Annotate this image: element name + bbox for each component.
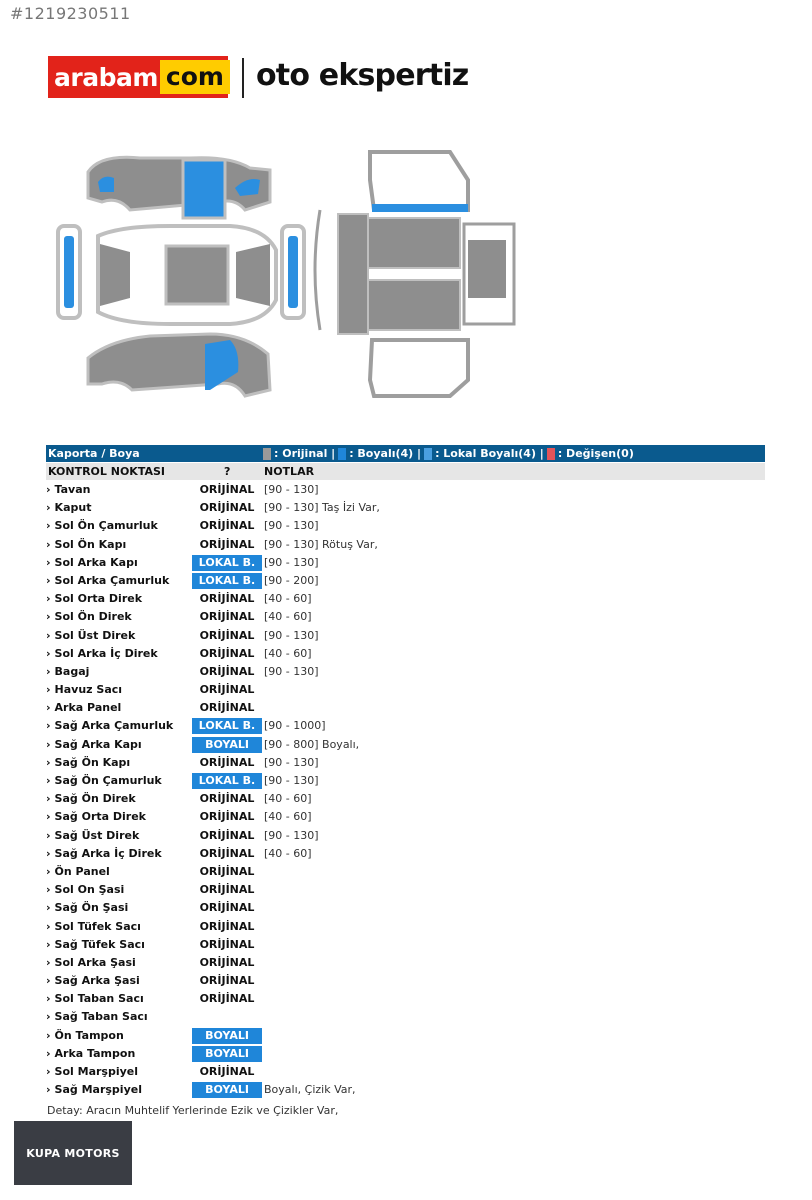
table-column-headers: [46, 463, 765, 480]
measurement-note: [90 - 130] Rötuş Var,: [264, 537, 378, 551]
status-badge: LOKAL B.: [192, 555, 262, 571]
table-row: [46, 899, 765, 917]
dealer-logo: KUPA MOTORS: [14, 1121, 132, 1185]
status-badge: ORİJİNAL: [199, 937, 255, 951]
chevron-right-icon: ›: [46, 901, 51, 915]
control-point-name: [46, 647, 158, 660]
logo-divider: [242, 58, 244, 98]
legend-painted: : Boyalı(4) |: [349, 447, 422, 460]
chevron-right-icon: ›: [46, 828, 51, 842]
control-point-label: Ön Tampon: [54, 1028, 124, 1042]
col-status: ?: [224, 465, 231, 478]
control-point-name: [46, 774, 162, 787]
status-badge: ORİJİNAL: [199, 792, 255, 806]
control-point-label: Arka Panel: [54, 701, 122, 715]
measurement-note: [90 - 130]: [264, 774, 319, 787]
measurement-note: [40 - 60]: [264, 810, 312, 824]
measurement-note: [90 - 130]: [264, 664, 319, 678]
chevron-right-icon: ›: [46, 1083, 51, 1097]
control-point-label: Sol Marşpiyel: [54, 1065, 139, 1078]
control-point-label: Sol Tüfek Sacı: [54, 919, 141, 933]
measurement-note: [40 - 60]: [264, 592, 312, 606]
control-point-name: [46, 519, 158, 532]
top-view: [98, 226, 276, 324]
control-point-name: [46, 665, 89, 678]
control-point-name: [46, 501, 91, 514]
chevron-right-icon: ›: [46, 555, 51, 569]
table-row: [46, 572, 765, 590]
control-point-label: Sağ Arka Şasi: [54, 974, 140, 988]
status-badge: ORİJİNAL: [199, 592, 255, 606]
table-row: [46, 827, 765, 845]
control-point-label: Sağ Ön Şasi: [54, 901, 129, 915]
control-point-label: Sağ Ön Kapı: [54, 755, 131, 769]
status-badge: ORİJİNAL: [199, 974, 255, 988]
control-point-label: Sağ Arka Kapı: [54, 737, 142, 751]
table-row: [46, 717, 765, 735]
control-point-label: Sağ Orta Direk: [54, 810, 146, 824]
chevron-right-icon: ›: [46, 974, 51, 988]
table-row: [46, 790, 765, 808]
col-notes: NOTLAR: [264, 465, 315, 478]
chevron-right-icon: ›: [46, 1010, 51, 1024]
table-row: [46, 808, 765, 826]
status-badge: BOYALI: [192, 1046, 262, 1062]
control-point-name: [46, 610, 132, 623]
table-row: [46, 936, 765, 954]
chevron-right-icon: ›: [46, 774, 51, 787]
listing-id: #1219230511: [10, 4, 131, 23]
chevron-right-icon: ›: [46, 1028, 51, 1042]
table-row: [46, 1027, 765, 1045]
table-row: [46, 699, 765, 717]
measurement-note: [40 - 60]: [264, 610, 312, 624]
status-badge: LOKAL B.: [192, 773, 262, 789]
table-row: [46, 954, 765, 972]
chevron-right-icon: ›: [46, 664, 51, 678]
chevron-right-icon: ›: [46, 919, 51, 933]
status-badge: ORİJİNAL: [199, 483, 255, 496]
legend-local-painted: : Lokal Boyalı(4) |: [435, 447, 544, 460]
table-row: [46, 1081, 765, 1099]
status-badge: ORİJİNAL: [199, 955, 255, 969]
measurement-note: [90 - 130] Taş İzi Var,: [264, 501, 380, 515]
chevron-right-icon: ›: [46, 610, 51, 624]
control-point-name: [46, 810, 146, 823]
measurement-note: [90 - 130]: [264, 755, 319, 769]
measurement-note: [90 - 130]: [264, 828, 319, 842]
measurement-note: [90 - 1000]: [264, 719, 326, 733]
control-point-name: [46, 1029, 124, 1042]
control-point-name: [46, 1083, 142, 1096]
legend-swatch-original: [263, 448, 271, 460]
control-point-name: [46, 592, 142, 605]
status-badge: ORİJİNAL: [199, 810, 255, 824]
control-point-name: [46, 701, 121, 714]
table-row: [46, 918, 765, 936]
arabam-logo: [48, 56, 228, 98]
control-point-label: Sol Ön Kapı: [54, 537, 127, 551]
status-badge: ORİJİNAL: [199, 537, 255, 551]
table-row: [46, 608, 765, 626]
legend-swatch-changed: [547, 448, 555, 460]
control-point-name: [46, 1065, 138, 1078]
control-point-label: Sağ Üst Direk: [54, 828, 140, 842]
chevron-right-icon: ›: [46, 628, 51, 642]
logo-tagline: oto ekspertiz: [256, 58, 469, 93]
status-badge: BOYALI: [192, 737, 262, 753]
control-point-label: Sağ Tüfek Sacı: [54, 937, 145, 951]
status-badge: ORİJİNAL: [199, 519, 255, 533]
chevron-right-icon: ›: [46, 701, 51, 715]
control-point-name: [46, 1010, 148, 1023]
legend-changed: : Değişen(0): [557, 447, 634, 460]
measurement-note: [40 - 60]: [264, 792, 312, 806]
status-badge: ORİJİNAL: [199, 664, 255, 678]
status-badge: BOYALI: [192, 1082, 262, 1098]
inspection-table: [46, 481, 765, 1099]
status-badge: ORİJİNAL: [199, 919, 255, 933]
control-point-label: Sağ Ön Çamurluk: [54, 774, 162, 787]
chevron-right-icon: ›: [46, 683, 51, 697]
control-point-name: [46, 847, 162, 860]
control-point-name: [46, 865, 110, 878]
chevron-right-icon: ›: [46, 846, 51, 860]
control-point-label: Arka Tampon: [54, 1046, 136, 1060]
section-title: Kaporta / Boya: [48, 447, 140, 460]
table-row: [46, 754, 765, 772]
chevron-right-icon: ›: [46, 501, 51, 515]
chevron-right-icon: ›: [46, 537, 51, 551]
control-point-label: Bagaj: [54, 664, 90, 678]
control-point-name: [46, 574, 169, 587]
status-badge: ORİJİNAL: [199, 628, 255, 642]
measurement-note: [40 - 60]: [264, 846, 312, 860]
status-badge: ORİJİNAL: [199, 683, 255, 697]
status-badge: LOKAL B.: [192, 718, 262, 734]
status-badge: ORİJİNAL: [199, 755, 255, 769]
status-badge: ORİJİNAL: [199, 610, 255, 624]
chevron-right-icon: ›: [46, 955, 51, 969]
table-row: [46, 681, 765, 699]
control-point-name: [46, 719, 173, 732]
status-badge: ORİJİNAL: [199, 646, 255, 660]
status-badge: ORİJİNAL: [199, 828, 255, 842]
control-point-label: Sağ Arka Çamurluk: [54, 719, 174, 733]
measurement-note: [90 - 130]: [264, 483, 319, 496]
control-point-name: [46, 992, 144, 1005]
table-row: [46, 1045, 765, 1063]
measurement-note: Boyalı, Çizik Var,: [264, 1083, 356, 1097]
chevron-right-icon: ›: [46, 592, 51, 606]
table-row: [46, 990, 765, 1008]
table-row: [46, 481, 765, 499]
status-badge: ORİJİNAL: [199, 1065, 255, 1078]
control-point-label: Havuz Sacı: [54, 683, 123, 697]
control-point-label: Sol On Şasi: [54, 883, 125, 897]
table-row: [46, 881, 765, 899]
control-point-name: [46, 756, 130, 769]
measurement-note: [90 - 800] Boyalı,: [264, 737, 360, 751]
table-row: [46, 972, 765, 990]
control-point-label: Sol Orta Direk: [54, 592, 143, 606]
status-badge: ORİJİNAL: [199, 901, 255, 915]
control-point-name: [46, 956, 136, 969]
chassis-diagram: [315, 152, 514, 396]
chevron-right-icon: ›: [46, 992, 51, 1006]
status-badge: ORİJİNAL: [199, 701, 255, 715]
control-point-label: Sol Üst Direk: [54, 628, 136, 642]
control-point-label: Sol Taban Sacı: [54, 992, 144, 1006]
control-point-label: Sağ Arka İç Direk: [54, 846, 162, 860]
col-control-point: KONTROL NOKTASI: [48, 465, 166, 478]
control-point-label: Sol Arka Çamurluk: [54, 573, 170, 587]
control-point-name: [46, 1047, 135, 1060]
chevron-right-icon: ›: [46, 573, 51, 587]
status-badge: LOKAL B.: [192, 573, 262, 589]
control-point-label: Sağ Taban Sacı: [54, 1010, 148, 1024]
chevron-right-icon: ›: [46, 864, 51, 878]
control-point-name: [46, 629, 135, 642]
status-badge: ORİJİNAL: [199, 501, 255, 515]
chevron-right-icon: ›: [46, 737, 51, 751]
legend-original: : Orijinal |: [274, 447, 336, 460]
chevron-right-icon: ›: [46, 1046, 51, 1060]
table-row: [46, 517, 765, 535]
section-header-bar: [46, 445, 765, 462]
table-row: [46, 736, 765, 754]
control-point-name: [46, 974, 140, 987]
control-point-label: Sol Arka Şasi: [54, 955, 136, 969]
control-point-label: Ön Panel: [54, 864, 110, 878]
control-point-label: Tavan: [54, 483, 91, 496]
measurement-note: [90 - 130]: [264, 555, 319, 569]
control-point-label: Sağ Marşpiyel: [54, 1083, 142, 1097]
control-point-name: [46, 938, 145, 951]
control-point-name: [46, 829, 139, 842]
status-badge: BOYALI: [192, 1028, 262, 1044]
table-row: [46, 499, 765, 517]
control-point-name: [46, 920, 141, 933]
control-point-name: [46, 792, 136, 805]
status-badge: ORİJİNAL: [199, 883, 255, 897]
logo-arabam-text: arabam: [54, 62, 158, 92]
status-badge: ORİJİNAL: [199, 864, 255, 878]
control-point-name: [46, 556, 138, 569]
table-row: [46, 1008, 765, 1026]
status-badge: ORİJİNAL: [199, 846, 255, 860]
chevron-right-icon: ›: [46, 883, 51, 897]
measurement-note: [40 - 60]: [264, 646, 312, 660]
legend-swatch-local-painted: [424, 448, 432, 460]
measurement-note: [90 - 200]: [264, 573, 319, 587]
table-row: [46, 590, 765, 608]
chevron-right-icon: ›: [46, 792, 51, 806]
table-row: [46, 1063, 765, 1081]
chevron-right-icon: ›: [46, 810, 51, 824]
control-point-label: Sağ Ön Direk: [54, 792, 136, 806]
logo-com-text: com: [160, 60, 230, 94]
table-row: [46, 627, 765, 645]
control-point-name: [46, 883, 124, 896]
table-row: [46, 772, 765, 790]
control-point-label: Sol Ön Direk: [54, 610, 132, 624]
status-badge: [192, 1009, 262, 1025]
legend-swatch-painted: [338, 448, 346, 460]
right-side-view: [88, 334, 270, 396]
left-side-view: [88, 157, 270, 218]
control-point-label: Sol Arka İç Direk: [54, 646, 158, 660]
table-row: [46, 863, 765, 881]
chevron-right-icon: ›: [46, 755, 51, 769]
control-point-name: [46, 738, 142, 751]
chevron-right-icon: ›: [46, 719, 51, 733]
chevron-right-icon: ›: [46, 937, 51, 951]
table-row: [46, 663, 765, 681]
chevron-right-icon: ›: [46, 519, 51, 533]
table-row: [46, 645, 765, 663]
control-point-name: [46, 683, 122, 696]
detail-note: Detay: Aracın Muhtelif Yerlerinde Ezik ve Çizikler Var,: [47, 1104, 339, 1117]
status-badge: ORİJİNAL: [199, 992, 255, 1006]
control-point-name: [46, 483, 90, 496]
table-row: [46, 554, 765, 572]
measurement-note: [90 - 130]: [264, 628, 319, 642]
control-point-label: Kaput: [54, 501, 92, 515]
car-damage-diagram: [40, 140, 540, 420]
chevron-right-icon: ›: [46, 646, 51, 660]
status-legend: [260, 447, 634, 460]
control-point-label: Sol Ön Çamurluk: [54, 519, 158, 533]
table-row: [46, 536, 765, 554]
chevron-right-icon: ›: [46, 483, 51, 496]
chevron-right-icon: ›: [46, 1065, 51, 1078]
table-row: [46, 845, 765, 863]
control-point-name: [46, 538, 126, 551]
control-point-label: Sol Arka Kapı: [54, 555, 138, 569]
control-point-name: [46, 901, 128, 914]
measurement-note: [90 - 130]: [264, 519, 319, 533]
